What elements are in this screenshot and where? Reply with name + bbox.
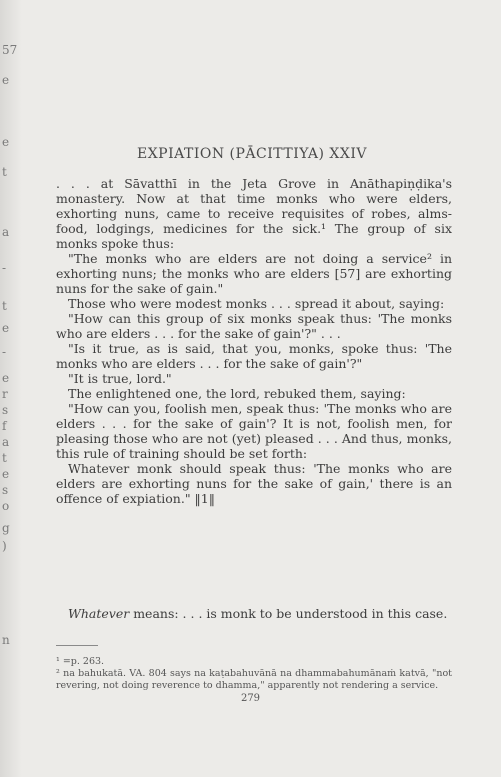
margin-fragment: 57 — [2, 43, 18, 57]
paragraph: . . . at Sāvatthī in the Jeta Grove in Anāthapiṇḍika's monastery. Now at that time monks who were elders, exhorting nuns, came to receive requisites of robes, alms-food, lodgings, medicines for the sick.¹ The group of six monks spoke thus: — [56, 176, 452, 251]
running-head: EXPIATION (PĀCITTIYA) XXIV — [137, 146, 367, 162]
margin-fragment: a — [2, 225, 10, 239]
margin-fragment: n — [2, 633, 10, 647]
italic-term: Whatever — [68, 606, 130, 621]
paragraph: Those who were modest monks . . . spread it about, saying: — [68, 296, 445, 311]
margin-fragment: g — [2, 521, 10, 535]
paragraph: "How can you, foolish men, speak thus: 'The monks who are elders . . . for the sake of gain'? It is not, foolish men, for pleasing those who are not (yet) pleased . . . And thus, monks, this rule of training should be set forth: — [56, 401, 452, 461]
margin-fragment: a — [2, 435, 10, 449]
paragraph: The enlightened one, the lord, rebuked them, saying: — [68, 386, 406, 401]
margin-fragment: t — [2, 165, 7, 179]
paragraph: "The monks who are elders are not doing a service² in exhorting nuns; the monks who are elders [57] are exhorting nuns for the sake of gain." — [56, 251, 452, 296]
margin-fragment: t — [2, 299, 7, 313]
paragraph: "Is it true, as is said, that you, monks, spoke thus: 'The monks who are elders . . . for the sake of gain'?" — [56, 341, 452, 371]
footnote: ¹ =p. 263. — [56, 656, 105, 667]
margin-fragment: e — [2, 467, 10, 481]
margin-fragment: e — [2, 371, 10, 385]
paragraph: "It is true, lord." — [68, 371, 172, 386]
margin-fragment: - — [2, 261, 7, 275]
margin-fragment: - — [2, 345, 7, 359]
paragraph: "How can this group of six monks speak thus: 'The monks who are elders . . . for the sake of gain'?" . . . — [56, 311, 452, 341]
margin-fragment: s — [2, 403, 9, 417]
footnotes — [56, 656, 452, 692]
margin-fragment: ) — [2, 539, 7, 553]
paragraph — [56, 606, 452, 621]
main-text — [56, 176, 452, 506]
footnote-rule — [56, 645, 98, 646]
margin-fragment: e — [2, 135, 10, 149]
commentary-section — [56, 606, 452, 621]
margin-fragment: s — [2, 483, 9, 497]
margin-fragment: t — [2, 451, 7, 465]
margin-fragment: o — [2, 499, 10, 513]
margin-fragment: f — [2, 419, 7, 433]
page-number: 279 — [240, 693, 261, 704]
footnote: ² na bahukatā. VA. 804 says na kaṭabahuvānā na dhammabahumānaṁ katvā, "not revering, not doing reverence to dhamma," apparently not rendering a service. — [56, 668, 452, 691]
paragraph: Whatever monk should speak thus: 'The monks who are elders are exhorting nuns for the sake of gain,' there is an offence of expiation." ‖1‖ — [56, 461, 452, 506]
margin-fragment: r — [2, 387, 8, 401]
margin-fragment: e — [2, 321, 10, 335]
margin-fragment: e — [2, 73, 10, 87]
paragraph-rest: means: . . . is monk to be understood in this case. — [129, 606, 448, 621]
